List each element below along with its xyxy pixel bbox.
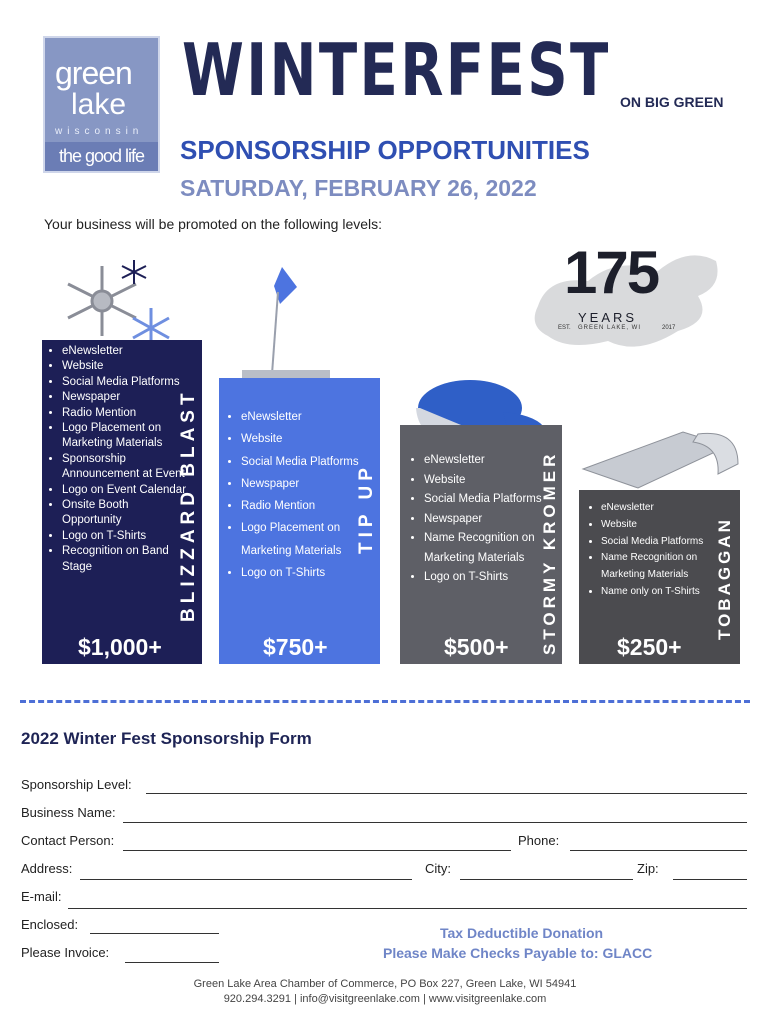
sponsorship-level-field[interactable] [146,793,747,794]
tier-panel-stormy-kromer [400,425,562,664]
benefit-item: • Website [601,517,737,534]
benefit-item: • Name Recognition on Marketing Materials [601,550,737,584]
logo-line-green: green [55,55,132,91]
city-label: City: [425,861,451,876]
event-subtitle: ON BIG GREEN [620,94,724,110]
contact-person-field[interactable] [123,850,511,851]
city-field[interactable] [460,879,633,880]
tier-price: $250+ [617,634,682,660]
tier-panel-tip-up [219,378,380,664]
contact-person-label: Contact Person: [21,833,115,848]
please-invoice-field[interactable] [125,962,219,963]
business-name-label: Business Name: [21,805,116,820]
anniversary-est: EST. [558,325,571,331]
benefit-item: • Logo on T-Shirts [62,529,188,544]
benefit-item: • Website [424,471,554,491]
benefit-item: • Radio Mention [62,406,188,421]
enclosed-label: Enclosed: [21,917,79,932]
page-heading: SPONSORSHIP OPPORTUNITIES [180,135,590,165]
toboggan-icon [578,424,743,494]
tax-deductible-note: Tax Deductible Donation [440,925,604,941]
anniversary-place: GREEN LAKE, WI [578,325,642,331]
phone-label: Phone: [518,833,560,848]
intro-text: Your business will be promoted on the following levels: [44,216,383,232]
benefit-item: • Newspaper [424,510,554,530]
checks-payable-note: Please Make Checks Payable to: GLACC [383,945,653,961]
tier-benefits-list [227,406,367,584]
benefit-item: • Social Media Platforms [424,490,554,510]
green-lake-logo [43,36,160,173]
logo-line-tagline: the good life [45,142,158,171]
benefit-item: • eNewsletter [424,451,554,471]
tier-panel-blizzard-blast [42,340,202,664]
benefit-item: • Social Media Platforms [241,451,367,473]
tier-name: STORMY KROMER [540,450,559,655]
snowflake-icon-small [122,260,146,284]
anniversary-number: 175 [564,239,659,306]
email-field[interactable] [68,908,747,909]
form-title: 2022 Winter Fest Sponsorship Form [21,729,312,748]
logo-line-wisconsin: wisconsin [55,126,144,137]
benefit-item: • Radio Mention [241,495,367,517]
event-title: WINTERFEST [182,28,611,112]
enclosed-field[interactable] [90,933,219,934]
tier-name: BLIZZARD BLAST [178,388,199,622]
footer-contact: 920.294.3291 | info@visitgreenlake.com | www.visitgreenlake.com [223,993,547,1005]
benefit-item: • eNewsletter [241,406,367,428]
benefit-item: • Recognition on Band Stage [62,544,188,575]
tier-price: $750+ [263,634,328,660]
anniversary-years: YEARS [578,310,638,325]
benefit-item: • eNewsletter [601,500,737,517]
benefit-item: • Website [62,359,188,374]
benefit-item: • Logo on T-Shirts [241,562,367,584]
please-invoice-label: Please Invoice: [21,945,110,960]
benefit-item: • Social Media Platforms [62,375,188,390]
footer-address: Green Lake Area Chamber of Commerce, PO Box 227, Green Lake, WI 54941 [193,978,577,990]
zip-field[interactable] [673,879,747,880]
benefit-item: • eNewsletter [62,344,188,359]
tier-name: TOBAGGAN [715,517,734,640]
tier-name: TIP UP [356,463,377,554]
zip-label: Zip: [637,861,659,876]
email-label: E-mail: [21,889,62,904]
phone-field[interactable] [570,850,747,851]
tier-benefits-list [410,451,554,588]
benefit-item: • Logo Placement on Marketing Materials [62,421,188,452]
benefit-item: • Newspaper [62,390,188,405]
business-name-field[interactable] [123,822,747,823]
address-field[interactable] [80,879,412,880]
logo-line-lake: lake [71,88,127,121]
benefit-item: • Logo on Event Calendar [62,483,188,498]
sponsorship-level-label: Sponsorship Level: [21,777,132,792]
benefit-item: • Sponsorship Announcement at Event [62,452,188,483]
benefit-item: • Newspaper [241,473,367,495]
tier-price: $500+ [444,634,509,660]
address-label: Address: [21,861,73,876]
benefit-item: • Website [241,428,367,450]
tier-panel-tobaggan [579,490,740,664]
benefit-item: • Name only on T-Shirts [601,584,737,601]
benefit-item: • Logo Placement on Marketing Materials [241,517,367,562]
dashed-divider [20,700,750,703]
tier-benefits-list [48,344,188,575]
anniversary-badge [528,236,728,356]
benefit-item: • Onsite Booth Opportunity [62,498,188,529]
benefit-item: • Name Recognition on Marketing Materials [424,529,554,568]
benefit-item: • Social Media Platforms [601,534,737,551]
anniversary-year: 2017 [662,325,676,331]
tier-price: $1,000+ [78,634,162,660]
event-date: SATURDAY, FEBRUARY 26, 2022 [180,175,537,201]
benefit-item: • Logo on T-Shirts [424,568,554,588]
